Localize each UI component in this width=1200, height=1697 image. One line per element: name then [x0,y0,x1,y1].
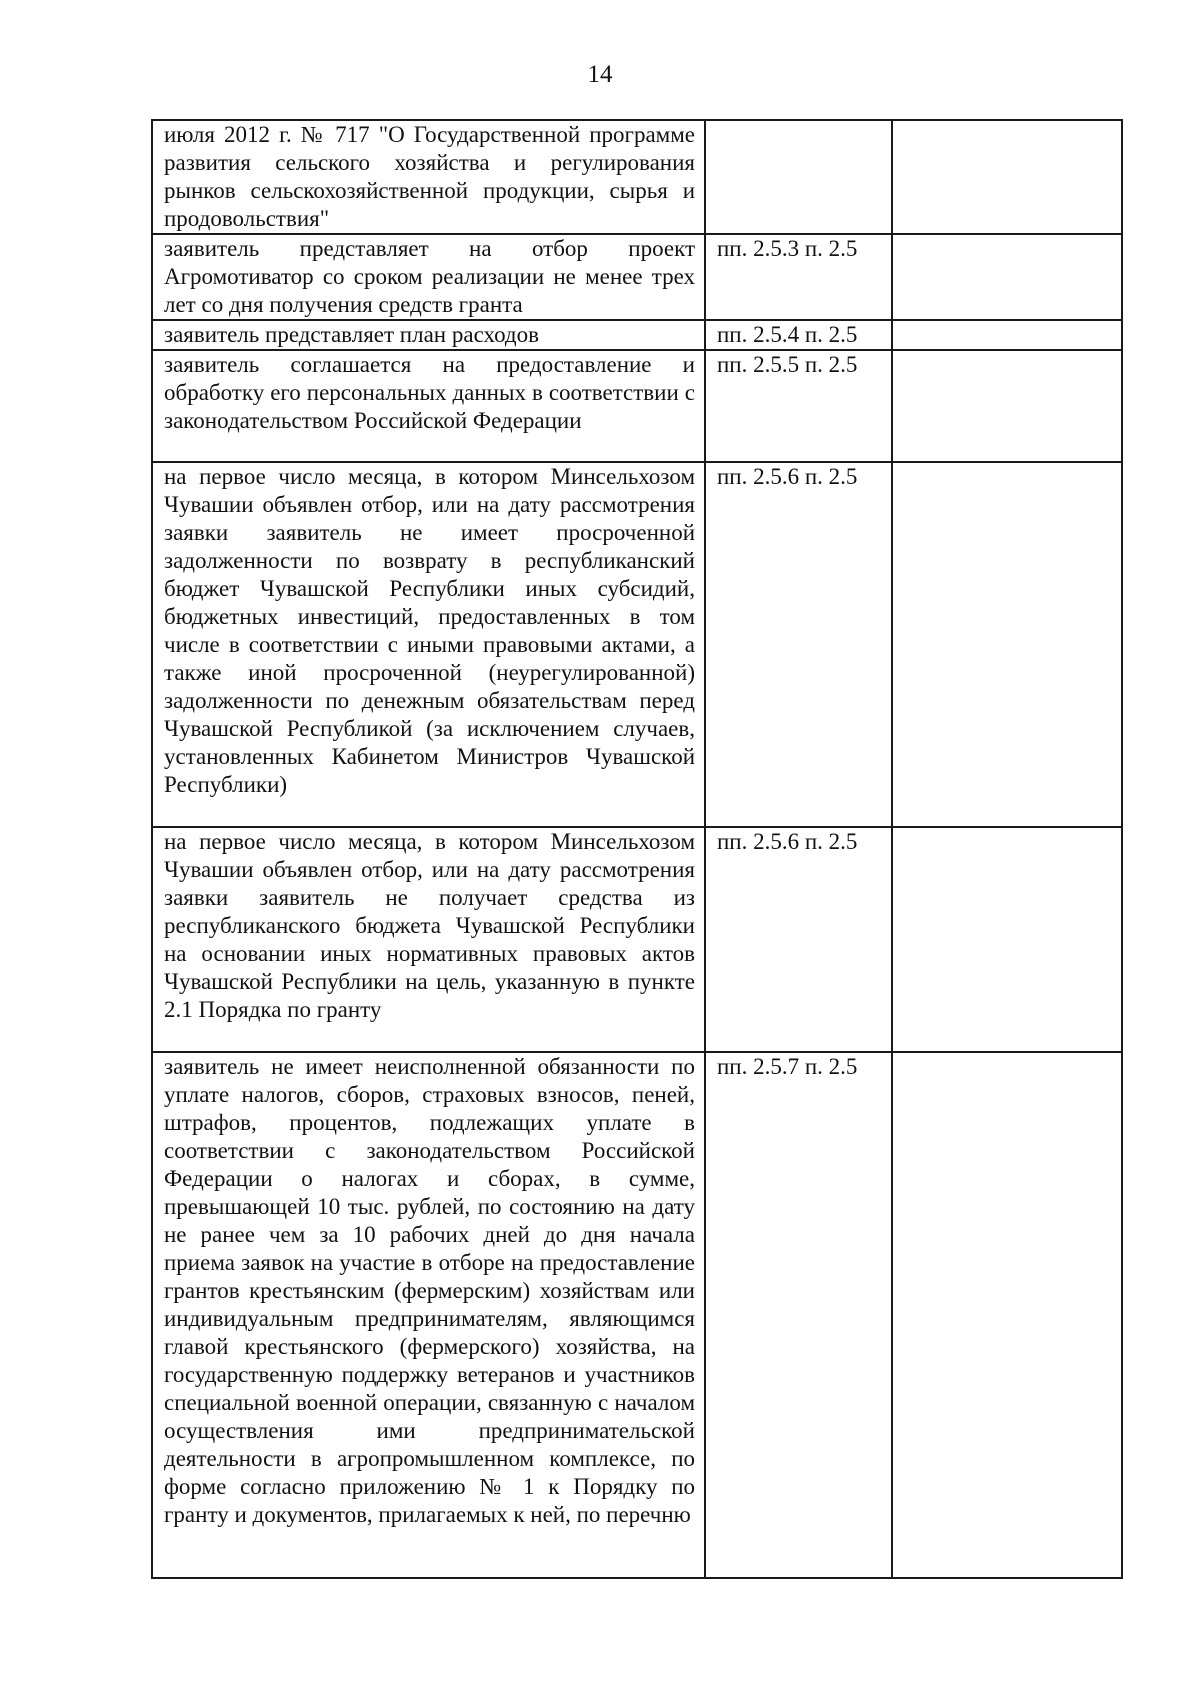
requirement-text: на первое число месяца, в котором Минсельхозом Чувашии объявлен отбор, или на дату рассмотрения заявки заявитель не получает средства из республиканского бюджета Чувашской Республики на основании иных нормативных правовых актов Чувашской Республики на цель, указанную в пункте 2.1 Порядка по гранту [152,827,705,1052]
regulation-reference: пп. 2.5.3 п. 2.5 [705,234,892,320]
table-row [152,462,1122,827]
regulation-reference: пп. 2.5.5 п. 2.5 [705,350,892,462]
empty-cell [892,350,1122,462]
table-row [152,234,1122,320]
table-row [152,827,1122,1052]
table-row [152,120,1122,234]
page-number: 14 [587,61,613,88]
requirement-text: июля 2012 г. № 717 "О Государственной программе развития сельского хозяйства и регулирования рынков сельскохозяйственной продукции, сырья и продовольствия" [152,120,705,234]
empty-cell [892,320,1122,350]
table-row [152,1052,1122,1578]
requirement-text: заявитель представляет на отбор проект Агромотиватор со сроком реализации не менее трех лет со дня получения средств гранта [152,234,705,320]
empty-cell [892,120,1122,234]
requirement-text: заявитель не имеет неисполненной обязанности по уплате налогов, сборов, страховых взносов, пеней, штрафов, процентов, подлежащих уплате в соответствии с законодательством Российской Федерации о налогах и сборах, в сумме, превышающей 10 тыс. рублей, по состоянию на дату не ранее чем за 10 рабочих дней до дня начала приема заявок на участие в отборе на предоставление грантов крестьянским (фермерским) хозяйствам или индивидуальным предпринимателям, являющимся главой крестьянского (фермерского) хозяйства, на государственную поддержку ветеранов и участников специальной военной операции, связанную с началом осуществления ими предпринимательской деятельности в агропромышленном комплексе, по форме согласно приложению № 1 к Порядку по гранту и документов, прилагаемых к ней, по перечню [152,1052,705,1578]
empty-cell [892,827,1122,1052]
requirement-text: заявитель представляет план расходов [152,320,705,350]
table-row [152,320,1122,350]
empty-cell [892,462,1122,827]
empty-cell [892,234,1122,320]
regulation-reference: пп. 2.5.4 п. 2.5 [705,320,892,350]
regulation-reference: пп. 2.5.6 п. 2.5 [705,827,892,1052]
regulation-reference: пп. 2.5.7 п. 2.5 [705,1052,892,1578]
requirements-table [151,119,1123,1579]
regulation-reference: пп. 2.5.6 п. 2.5 [705,462,892,827]
empty-cell [892,1052,1122,1578]
requirement-text: заявитель соглашается на предоставление и обработку его персональных данных в соответствии с законодательством Российской Федерации [152,350,705,462]
table-row [152,350,1122,462]
regulation-reference [705,120,892,234]
requirement-text: на первое число месяца, в котором Минсельхозом Чувашии объявлен отбор, или на дату рассмотрения заявки заявитель не имеет просроченной задолженности по возврату в республиканский бюджет Чувашской Республики иных субсидий, бюджетных инвестиций, предоставленных в том числе в соответствии с иными правовыми актами, а также иной просроченной (неурегулированной) задолженности по денежным обязательствам перед Чувашской Республикой (за исключением случаев, установленных Кабинетом Министров Чувашской Республики) [152,462,705,827]
